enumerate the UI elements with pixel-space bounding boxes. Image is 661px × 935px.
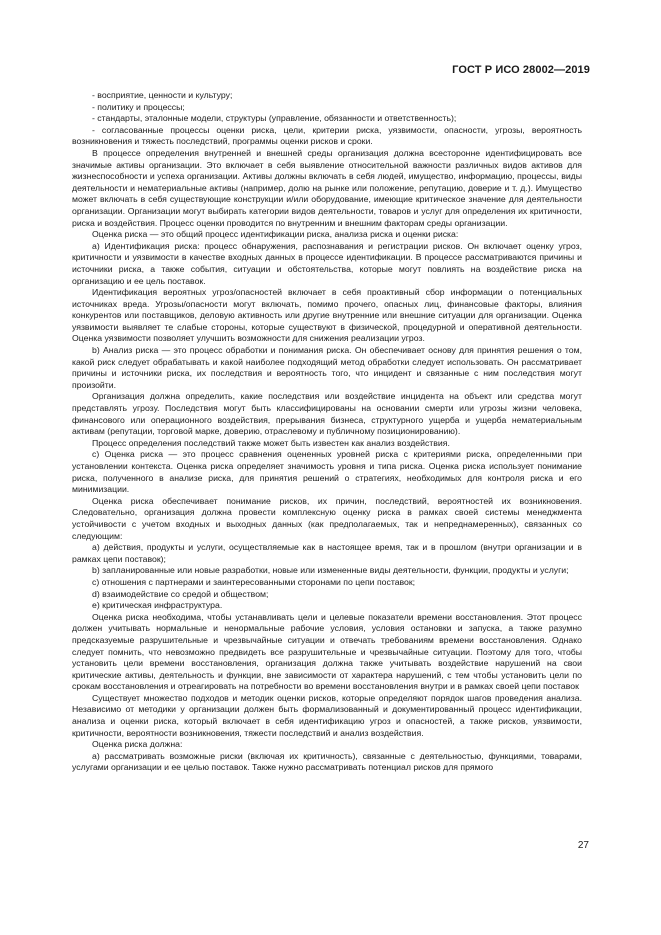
paragraph: Оценка риска должна: <box>92 739 183 750</box>
paragraph: b) Анализ риска — это процесс обработки и понимания риска. Он обеспечивает основу для принятия решения о том, какой риск следует обрабатывать и какой наиболее подходящий метод обработки следует использовать. Он рассматривает причины и источники риска, их последствия и вероятность того, что инцидент и связанные с ним последствия могут произойти. <box>72 345 582 390</box>
standard-header: ГОСТ Р ИСО 28002—2019 <box>452 64 590 76</box>
paragraph: Оценка риска обеспечивает понимание рисков, их причин, последствий, вероятностей их возникновения. Следовательно, организация должна провести комплексную оценку риска в рамках своей системы менеджмента устойчивости с учетом входных и выходных данных (как предполагаемых, так и непреднамеренных), связанных со следующим: <box>72 495 582 541</box>
list-item-dash: - согласованные процессы оценки риска, цели, критерии риска, уязвимости, опасности, угрозы, вероятность возникновения и тяжесть последствий, программы оценки рисков и сроки. <box>72 124 582 147</box>
list-item: a) рассматривать возможные риски (включая их критичность), связанные с деятельностью, функциями, товарами, услугами организации и ее целью поставок. Также нужно рассматривать потенциал рисков для прямого <box>72 750 582 773</box>
paragraph: Существует множество подходов и методик оценки рисков, которые определяют порядок шагов проведения анализа. Независимо от методики у организации должен быть формализованный и документированный процесс идентификации, анализа и оценки риска, который включает в себя идентификацию угроз и опасностей, а также рисков, уязвимости, критичности, вероятности возникновения, тяжести последствий и анализ воздействия. <box>72 692 582 738</box>
list-item: e) критическая инфраструктура. <box>92 600 223 611</box>
paragraph: c) Оценка риска — это процесс сравнения оцененных уровней риска с критериями риска, определенными при установлении контекста. Оценка риска определяет значимость уровня и типа риска. Оценка риска использует понимание риска, полученного в анализе риска, для принятия решений о стратегиях, необходимых для контроля риска и его минимизации. <box>72 449 582 495</box>
paragraph: Оценка риска необходима, чтобы устанавливать цели и целевые показатели времени восстановления. Этот процесс должен учитывать нормальные и ненормальные рабочие условия, условия остановки и запуска, а также разумно предсказуемые разрушительные и чрезвычайные ситуации и отвечать требованиям времени восстановления. Однако следует помнить, что невозможно предвидеть все разрушительные и чрезвычайные ситуации. Поэтому для того, чтобы установить цели времени восстановления, организация должна также учитывать воздействие нарушений на свои критические активы, деятельность и функции, вне зависимости от характера нарушений, с тем чтобы установить цели по срокам восстановления и отреагировать на потребности во времени восстановления внутри и в рамках своей цепи поставок <box>72 611 582 692</box>
page-number: 27 <box>577 840 589 851</box>
document-body <box>72 90 582 774</box>
paragraph: Процесс определения последствий также может быть известен как анализ воздействия. <box>92 437 450 448</box>
paragraph: a) Идентификация риска: процесс обнаружения, распознавания и регистрации рисков. Он включает оценку угроз, критичности и уязвимости в качестве входных данных в процессе идентификации. В процессе рассматриваются причины и источники риска, а также события, ситуации и обстоятельства, которые могут повлиять на воздействие риска на организацию и ее цель поставок. <box>72 240 582 286</box>
paragraph: В процессе определения внутренней и внешней среды организация должна всесторонне идентифицировать все значимые активы организации. Это включает в себя выявление относительной важности различных видов активов для жизнеспособности и успеха организации. Активы должны включать в себя людей, имущество, информацию, процессы, виды деятельности и нематериальные активы (например, долю на рынке или положение, репутацию, доверие и т. д.). Имущество может включать в себя существующие конструкции и/или оборудование, имеющие критическое значение для деятельности организации. Организации могут выбирать категории видов деятельности, товаров и услуг для определения их критичности, риска и воздействия. Процесс оценки проводится по внутренним и внешним факторам среды организации. <box>72 147 582 228</box>
list-item: b) запланированные или новые разработки, новые или измененные виды деятельности, функции, продукты и услуги; <box>92 565 569 576</box>
list-item: a) действия, продукты и услуги, осуществляемые как в настоящее время, так и в прошлом (внутри организации и в рамках цепи поставок); <box>72 542 582 564</box>
list-item-dash: - стандарты, эталонные модели, структуры (управление, обязанности и ответственность); <box>92 113 457 124</box>
list-item: c) отношения с партнерами и заинтересованными сторонами по цепи поставок; <box>92 576 416 587</box>
paragraph: Идентификация вероятных угроз/опасностей включает в себя проактивный сбор информации о потенциальных источниках вреда. Угрозы/опасности могут включать, помимо прочего, опасных лиц, финансовые факторы, влияния конкурентов или поставщиков, деловую активность или другие внутренние или внешние ситуации для организации. Оценка уязвимости выявляет те слабые стороны, которые существуют в физической, процедурной и оперативной деятельности. Оценка уязвимости позволяет улучшить возможности для снижения реализации угроз. <box>72 287 582 344</box>
list-item-dash: - политику и процессы; <box>92 101 185 112</box>
list-item-dash: - восприятие, ценности и культуру; <box>92 90 233 100</box>
paragraph: Организация должна определить, какие последствия или воздействие инцидента на объект или средства могут представлять угрозу. Последствия могут быть классифицированы на основании смерти или угрозы жизни человека, финансового или операционного воздействия, прерывания бизнеса, структурного ущерба и ущерба нематериальным активам (репутации, торговой марке, доверию, отраслевому и публичному позиционированию). <box>72 391 582 437</box>
paragraph: Оценка риска — это общий процесс идентификации риска, анализа риска и оценки риска: <box>92 229 459 240</box>
list-item: d) взаимодействие со средой и обществом; <box>92 588 269 599</box>
